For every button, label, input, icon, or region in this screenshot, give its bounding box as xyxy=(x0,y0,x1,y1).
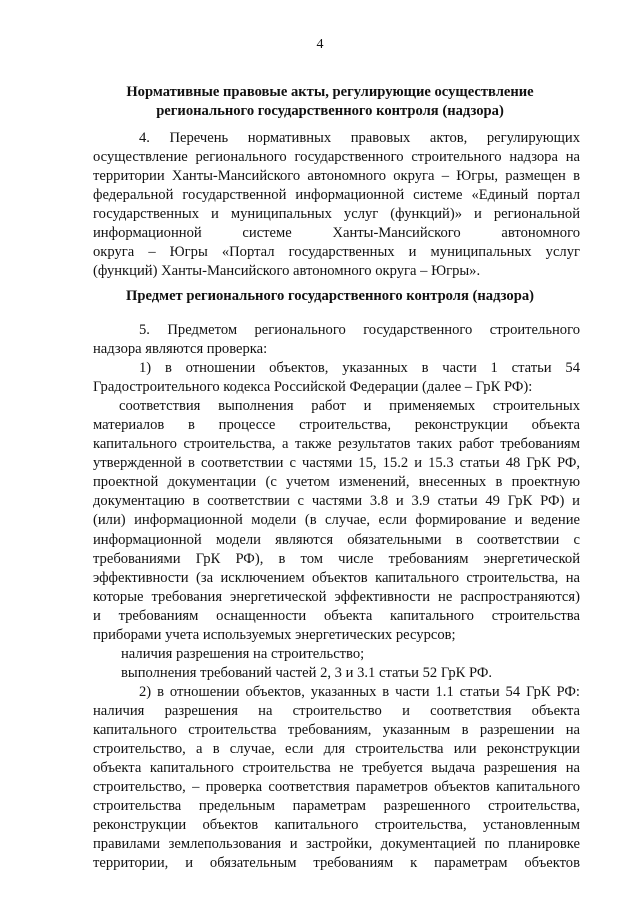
text-line: эффективности (за исключением объектов капитального строительства, на xyxy=(93,569,580,586)
text-line: строительство, – проверка соответствия параметров объектов капитального xyxy=(93,779,580,796)
text-line: выполнения требований частей 2, 3 и 3.1 статьи 52 ГрК РФ. xyxy=(121,664,493,681)
text-line: территории Ханты-Мансийского автономного округа – Югры, размещен в xyxy=(93,168,580,185)
text-line: округа – Югры «Портал государственных и муниципальных услуг xyxy=(93,244,580,261)
text-line: правилами землепользования и застройки, документацией по планировке xyxy=(93,836,580,853)
section-heading-subject: Предмет регионального государственного контроля (надзора) xyxy=(126,288,534,304)
text-line: (или) информационной модели (в случае, если формирование и ведение xyxy=(93,512,580,529)
text-line: государственных и муниципальных услуг (функций)» и региональной xyxy=(93,206,580,223)
text-line: утвержденной в соответствии с частями 15, 15.2 и 15.3 статьи 48 ГрК РФ, xyxy=(93,455,580,472)
text-line: соответствия выполнения работ и применяемых строительных xyxy=(119,398,580,415)
text-line: приборами учета используемых энергетических ресурсов; xyxy=(93,626,456,643)
text-line: документацию в соответствии с частями 3.8 и 3.9 статьи 49 ГрК РФ) и xyxy=(93,493,580,510)
heading-line: Нормативные правовые акты, регулирующие осуществление xyxy=(126,84,534,100)
paragraph-4 xyxy=(93,129,580,281)
text-line: реконструкции объектов капитального строительства, установленным xyxy=(93,817,580,834)
page-number: 4 xyxy=(316,37,324,52)
text-line: и требованиям оснащенности объекта капитального строительства xyxy=(93,607,580,624)
text-line: объекта капитального строительства не требуется выдача разрешения на xyxy=(93,760,580,777)
heading-line: регионального государственного контроля (надзора) xyxy=(156,103,504,119)
text-line: информационной модели являются обязательными в соответствии с xyxy=(93,531,580,548)
text-line: 1) в отношении объектов, указанных в части 1 статьи 54 xyxy=(139,360,580,377)
text-line: осуществление регионального государственного строительного надзора на xyxy=(93,149,580,166)
text-line: которые требования энергетической эффективности не распространяются) xyxy=(93,588,580,605)
text-line: проектной документации (с учетом изменений, внесенных в проектную xyxy=(93,474,580,491)
text-line: капитального строительства требованиям, указанным в разрешении на xyxy=(93,721,580,738)
text-line: требованиями ГрК РФ), в том числе требованиям энергетической xyxy=(93,550,580,567)
text-line: (функций) Ханты-Мансийского автономного округа – Югры». xyxy=(93,263,481,280)
text-line: наличия разрешения на строительство; xyxy=(121,645,365,662)
text-line: материалов в процессе строительства, реконструкции объекта xyxy=(93,417,580,434)
text-line: территории, и обязательным требованиям к параметрам объектов xyxy=(93,855,580,872)
paragraph-5 xyxy=(93,321,580,873)
text-line: 2) в отношении объектов, указанных в части 1.1 статьи 54 ГрК РФ: xyxy=(139,683,580,700)
text-line: наличия разрешения на строительство и соответствия объекта xyxy=(93,702,580,719)
text-line: Градостроительного кодекса Российской Федерации (далее – ГрК РФ): xyxy=(93,379,533,396)
section-heading-legal-acts xyxy=(60,83,600,121)
text-line: 4. Перечень нормативных правовых актов, регулирующих xyxy=(139,130,580,146)
text-line: строительство, а в случае, если для строительства или реконструкции xyxy=(93,741,580,758)
text-line: информационной системе Ханты-Мансийского автономного xyxy=(93,225,580,242)
text-line: капитального строительства, а также результатов таких работ требованиям xyxy=(93,436,580,453)
text-line: надзора являются проверка: xyxy=(93,341,268,358)
text-line: федеральной государственной информационной системе «Единый портал xyxy=(93,187,580,204)
text-line: 5. Предметом регионального государственного строительного xyxy=(139,322,580,338)
text-line: строительства предельным параметрам разрешенного строительства, xyxy=(93,798,580,815)
